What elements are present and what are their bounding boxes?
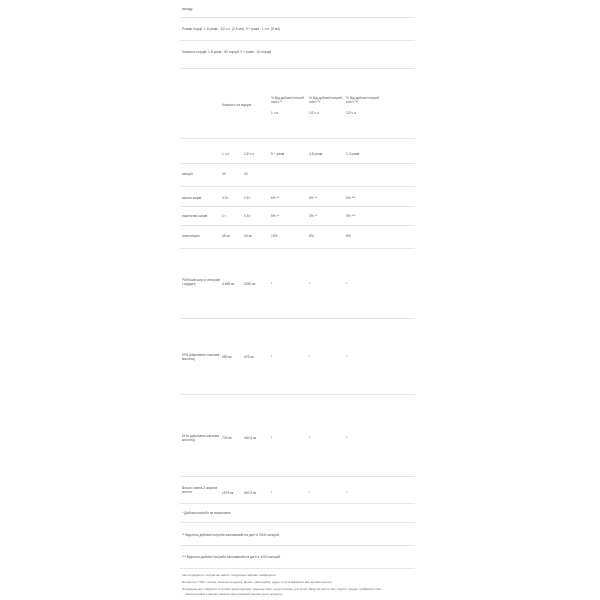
row-value-2: 2290 мг [244,282,256,286]
divider [180,568,415,569]
row-value-1: 1975 мг [222,491,234,495]
row-name: холестерин [182,234,200,238]
row-dv-3: 8% [346,234,351,238]
row-name: насичених жирів [182,214,208,218]
subheader-c2: 1/2 ч.л. [244,152,255,156]
row-dv-2: * [309,436,311,440]
row-value-2: 0,5 г [244,214,251,218]
top-line: складу. [182,7,194,11]
divider [180,394,415,395]
row-name: EPA (ейкозапен-таєнова кислота) [182,353,220,361]
row-dv-2: * [309,491,311,495]
row-value-1: 4,580 мг [222,282,235,286]
subheader-c4: 4-8 років [309,152,323,156]
row-name: Риб'ячий жир (з анчоусів і сардин) [182,278,220,286]
row-value-1: 4,5 г [222,196,229,200]
row-value-2: 2,5 г [244,196,251,200]
row-dv-2: 3% ** [309,214,318,218]
col-header-dv-2-unit: 1/2 ч.л. [309,111,320,115]
row-name: Всього омега-3 жирних кислот [182,486,218,494]
col-header-dv-3-unit: 1/2 ч.л. [346,111,357,115]
subheader-c5: 1-3 років [346,152,360,156]
divider [180,17,415,18]
row-name: калорії [182,172,193,176]
row-value-2: 25 мг [244,234,253,238]
row-value-2: 987,5 мг [244,491,257,495]
divider [180,206,415,207]
col-header-dv-1: % Від добової потреб-ності ** [271,96,306,104]
divider [180,318,415,319]
other-ingredients: Інші інгредієнти: полуничне масло, натуральні змішані токофероли. [182,573,277,577]
row-value-1: 45 мг [222,234,231,238]
col-header-dv-1-unit: 1 ч.л. [271,111,280,115]
divider [180,248,415,249]
warning-line-2: ... консультацією з вашим лікарем перед використанням цього продукту. [182,592,283,596]
row-dv-3: 5% *** [346,214,356,218]
row-dv-1: * [271,282,273,286]
col-header-dv-2: % Від добової потреб-ності ** [309,96,344,104]
col-header-amount: Кількість на порцію [222,103,252,107]
row-dv-3: * [346,436,348,440]
col-header-dv-3: % Від добової потреб-ності *** [346,96,381,104]
divider [180,186,415,187]
row-dv-2: 5% ** [309,196,318,200]
divider [180,522,415,523]
row-value-1: 725 мг [222,436,232,440]
row-dv-2: * [309,282,311,286]
subheader-c3: 9 + років [271,152,285,156]
warning-line-1: Попередження: зберігати в сухому прохолодному, темному місці, недоступному для дітей. Якщо ви вагітні або годуєте груддю, приймаєте ліки ... [182,587,384,591]
footnote-2: ** Відсоток добової потреби заснований на дієті в 2000 калорій. [182,533,280,537]
row-name: DHA (докозагек-саєнова кислота) [182,434,220,442]
row-dv-3: * [346,355,348,359]
row-value-1: 40 [222,172,226,176]
divider [180,503,415,504]
divider [180,138,415,139]
row-dv-1: * [271,355,273,359]
row-dv-3: * [346,491,348,495]
divider [180,545,415,546]
row-value-2: 20 [244,172,248,176]
servings-per-container: Кількість порцій: 1-8 років - 80 порцій, 9 + років - 40 порцій [182,50,272,54]
divider [180,225,415,226]
row-dv-1: * [271,436,273,440]
row-value-1: 950 мг [222,355,232,359]
row-dv-3: 6% *** [346,196,356,200]
row-value-2: 475 мг [244,355,254,359]
row-dv-1: 5% ** [271,214,280,218]
row-name: всього жирів [182,196,202,200]
divider [180,68,415,69]
row-value-1: 1 г [222,214,226,218]
row-dv-1: 15% [271,234,278,238]
row-dv-3: * [346,282,348,286]
row-dv-1: * [271,491,273,495]
serving-size: Розмір порції: 1-8 років - 1/2 ч.л. (2,5 мл), 9 + років - 1 ч.л. (5 мл) [182,27,281,31]
row-value-2: 362,5 мг [244,436,257,440]
row-dv-1: 6% ** [271,196,280,200]
row-dv-2: * [309,355,311,359]
divider [180,163,415,164]
footnote-1: * Добова потреба не визначена. [182,511,232,515]
divider [180,476,415,477]
divider [180,40,415,41]
row-dv-2: 8% [309,234,314,238]
free-from: Не містить: ГМО, глютен, молочні продукти, арахіс, ракоподібні, цукру, штучні барвники або ароматизатори. [182,580,333,584]
footnote-3: *** Відсоток добової потреби заснований на дієті в 1000 калорій. [182,555,281,559]
subheader-c1: 1 ч.л [222,152,230,156]
